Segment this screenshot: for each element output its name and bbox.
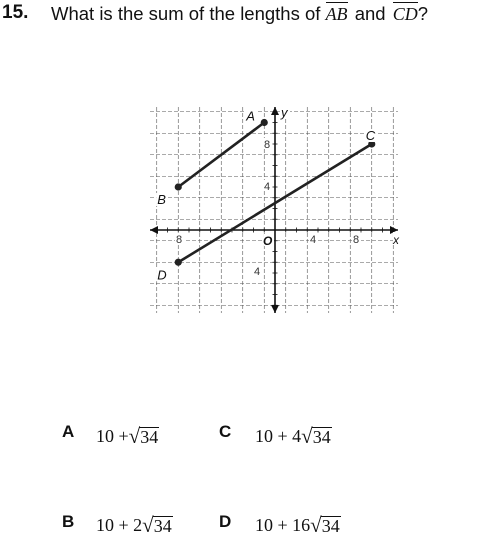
point-label-b: B — [157, 192, 166, 207]
choice-c-radical — [301, 426, 332, 447]
point-label-a: A — [246, 108, 255, 124]
x-tick-label-neg8: 8 — [176, 234, 183, 246]
segment-ab-label: AB — [325, 4, 348, 24]
choice-d-radical — [310, 515, 341, 536]
x-axis-label: x — [393, 233, 399, 247]
x-tick-label-4: 4 — [310, 234, 317, 246]
choice-b-radicand: 34 — [153, 516, 172, 537]
choice-b-radical — [142, 515, 173, 536]
sqrt-icon: √ — [310, 513, 322, 537]
choice-c-letter: C — [219, 422, 232, 441]
choice-c-lead: 10 + 4 — [255, 426, 302, 446]
point-label-c: C — [365, 128, 376, 143]
choice-c-expression[interactable] — [255, 426, 332, 447]
sqrt-icon: √ — [301, 424, 313, 448]
point-b — [175, 183, 182, 190]
question-text — [51, 3, 428, 25]
choice-d-lead: 10 + 16 — [255, 515, 311, 535]
choice-a-expression[interactable] — [96, 426, 159, 447]
origin-label: O — [263, 234, 273, 248]
segment-cd-label: CD — [392, 4, 418, 24]
point-a — [261, 119, 268, 126]
choice-c-radicand: 34 — [312, 427, 331, 448]
coordinate-graph — [150, 105, 400, 315]
question-conjunction: and — [354, 3, 386, 24]
choice-d-expression[interactable] — [255, 515, 341, 536]
choice-a-lead: 10 + — [96, 426, 129, 446]
choice-b-letter: B — [62, 512, 75, 531]
choice-b-lead: 10 + 2 — [96, 515, 143, 535]
point-label-d: D — [157, 267, 167, 283]
y-axis-arrow-down — [271, 305, 279, 313]
y-axis-label: y — [281, 105, 288, 120]
choice-b-expression[interactable] — [96, 515, 173, 536]
grid-lines — [150, 107, 398, 313]
point-d — [175, 259, 182, 266]
question-number: 15. — [2, 2, 29, 23]
choice-d-radicand: 34 — [321, 516, 340, 537]
choice-d-letter: D — [219, 512, 232, 531]
y-tick-label-4: 4 — [264, 181, 271, 193]
y-tick-label-neg4: 4 — [254, 266, 261, 278]
y-axis-arrow-up — [271, 107, 279, 115]
y-tick-label-8: 8 — [264, 139, 271, 151]
question-mark: ? — [417, 3, 429, 24]
sqrt-icon: √ — [128, 424, 141, 448]
choice-a-radicand: 34 — [140, 427, 159, 448]
choice-a-letter: A — [62, 422, 75, 441]
choice-a-radical — [129, 426, 160, 447]
x-tick-label-8: 8 — [353, 234, 360, 246]
sqrt-icon: √ — [142, 513, 154, 537]
axes — [150, 107, 398, 313]
question-prompt: What is the sum of the lengths of — [51, 3, 321, 24]
